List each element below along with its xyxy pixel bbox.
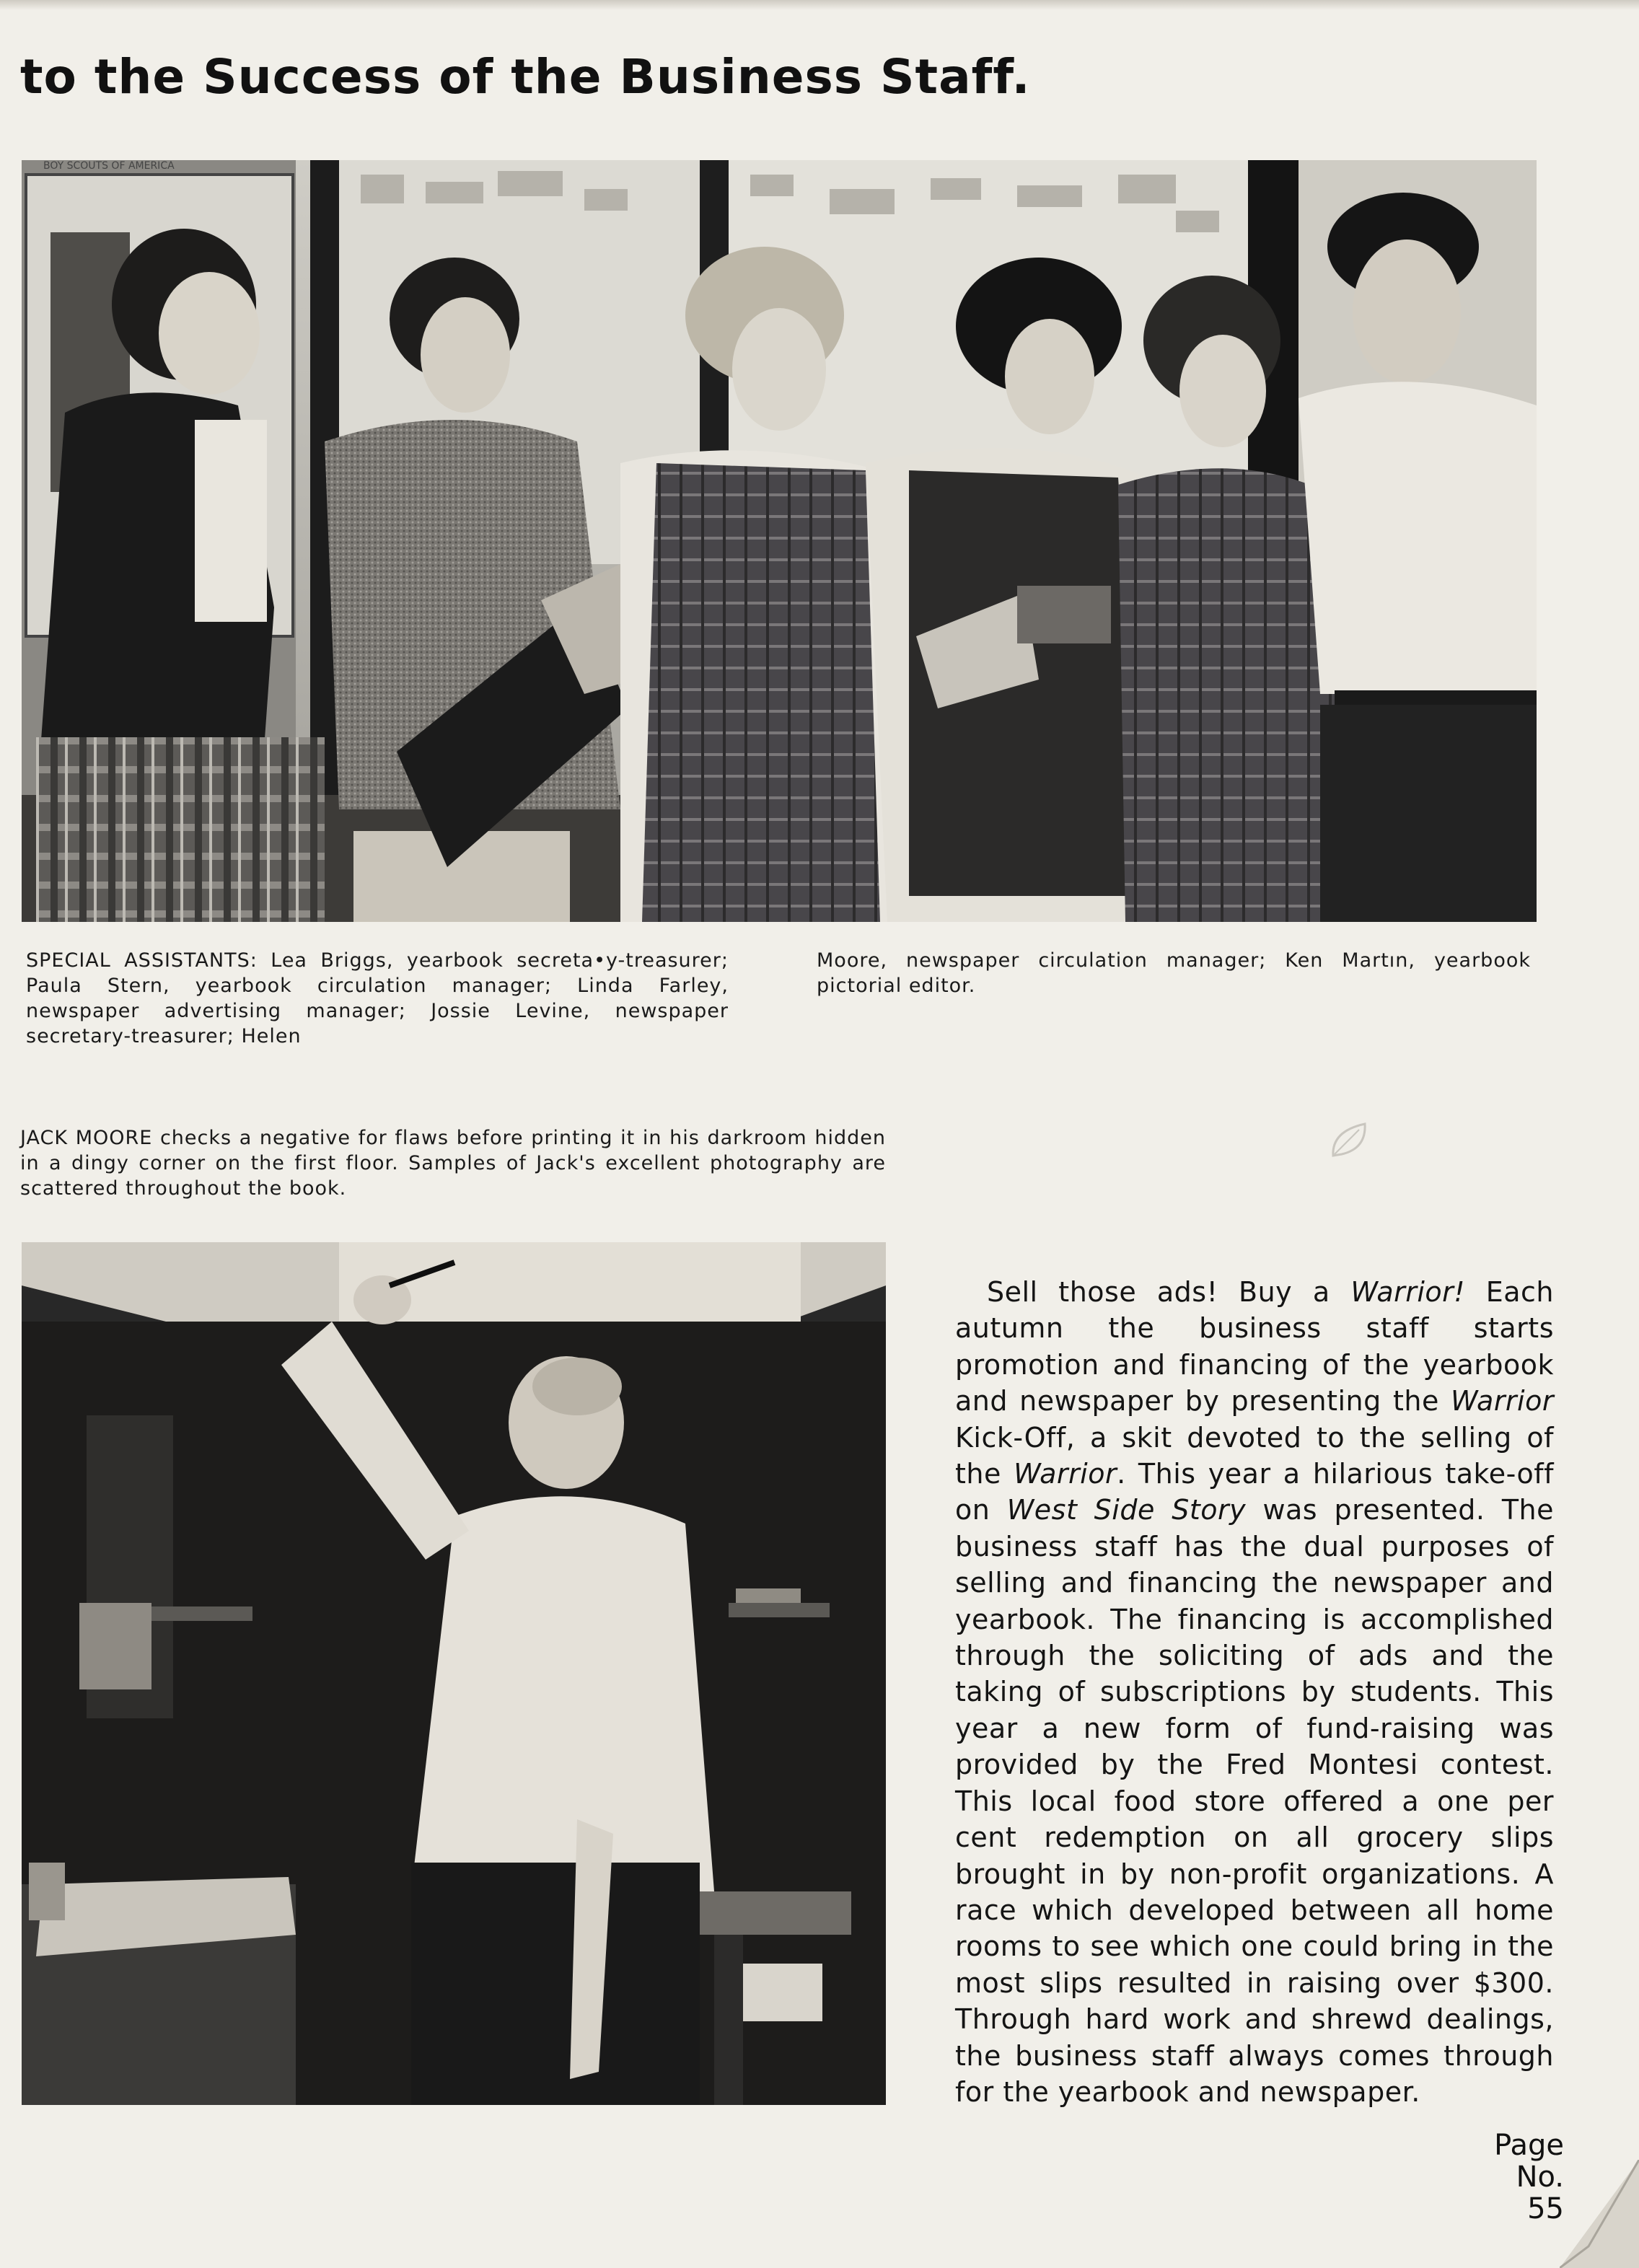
page-no-label: No. [1516, 2161, 1564, 2194]
special-assistants-caption-right: Moore, newspaper circulation manager; Ken Martın, yearbook pictorial editor. [817, 949, 1531, 997]
article-text-5: was presented. The business staff has the dual purposes of selling and financing the newspaper and yearbook. The financing is accomplished through the soliciting of ads and the taking of subscriptions by students. This year a new form of fund-raising was provided by the Fred Montesi contest. This local food store offered a one per cent redemption on all grocery slips brought in by non-profit organizations. A race which developed between all home rooms to see which one could bring in the most slips resulted in raising over $300. Through hard work and shrewd dealings, the business staff always comes through for the yearbook and newspaper. [955, 1494, 1554, 2108]
page-edge [0, 0, 1639, 10]
article-text-2: Each autumn the business staff starts promotion and financing of the yearbook and newspaper by presenting the [955, 1276, 1554, 1418]
article-west-side-story: West Side Story [1006, 1494, 1247, 1526]
article-text-1: Sell those ads! Buy a [987, 1276, 1351, 1308]
page-title: to the Success of the Business Staff. [20, 49, 1031, 105]
jack-moore-caption: JACK MOORE checks a negative for flaws before printing it in his darkroom hidden in a dingy corner on the first floor. Samples of Jack's excellent photography are scattered throughout the book. [20, 1127, 886, 1200]
article-warrior-1: Warrior! [1350, 1276, 1466, 1308]
page-corner-fold [1560, 2160, 1639, 2268]
article-warrior-2: Warrior [1451, 1385, 1554, 1418]
poster-text: BOY SCOUTS OF AMERICA [43, 160, 175, 172]
leaf-watermark-icon [1326, 1117, 1372, 1163]
article-text-4: . This year a hilarious take-off on [955, 1458, 1554, 1526]
article-warrior-3: Warrior [1014, 1458, 1117, 1490]
darkroom-photo [22, 1242, 886, 2105]
special-assistants-caption-left: SPECIAL ASSISTANTS: Lea Briggs, yearbook secreta•y-treasurer; Paula Stern, yearbook circulation manager; Linda Farley, newspaper advertising manager; Jossie Levine, newspaper secretary-treasurer; Helen [26, 949, 729, 1047]
article-text-3: Kick-Off, a skit devoted to the selling of the [955, 1421, 1554, 1490]
article-body [955, 1274, 1554, 2110]
page-label: Page [1494, 2129, 1564, 2162]
page-number [1449, 2129, 1564, 2225]
page-number-value: 55 [1527, 2192, 1564, 2225]
special-assistants-photo [22, 160, 1537, 922]
